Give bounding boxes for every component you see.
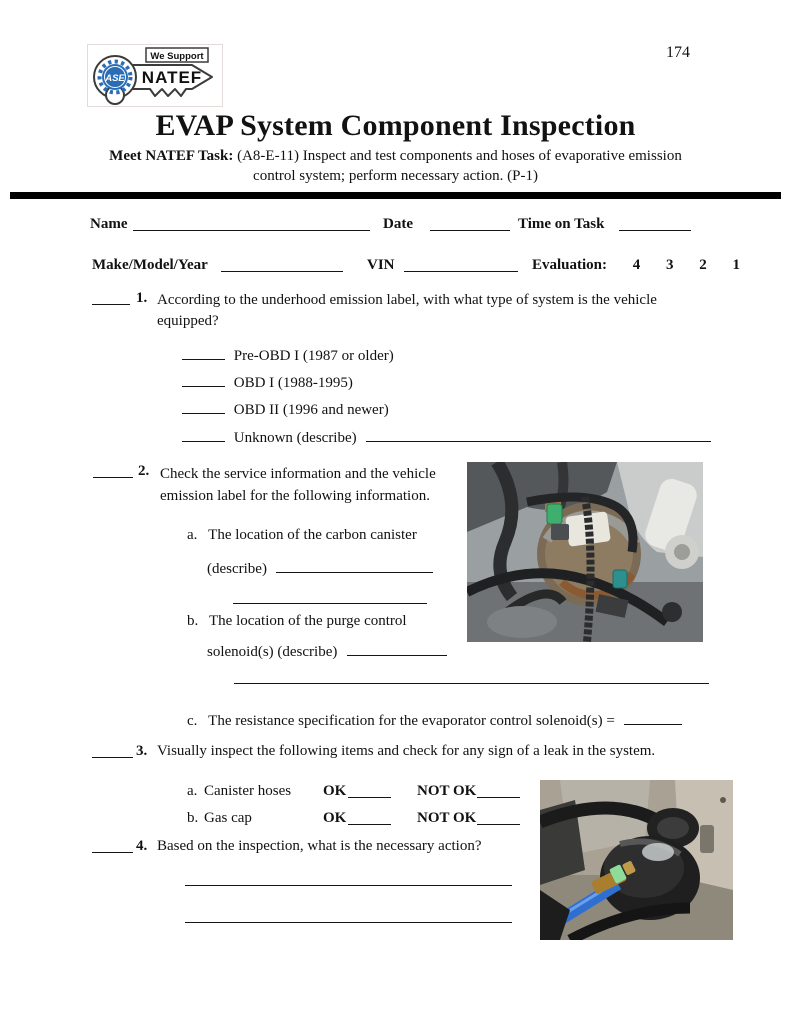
engine-bay-photo-graphic: [467, 462, 703, 642]
q2c-row: [187, 710, 682, 730]
q4-number: 4.: [136, 838, 148, 854]
fuel-filler-photo: [540, 780, 733, 940]
q2b-continuation-blank: [234, 669, 709, 684]
evaluation-group: [532, 257, 740, 274]
q2b-text-line2: solenoid(s) (describe): [207, 644, 338, 660]
q2b-label: b.: [187, 613, 199, 629]
q4-answer-line-1: [185, 871, 512, 891]
q2-text-line2: emission label for the following information.: [160, 488, 430, 504]
q2a-row: [187, 527, 417, 544]
q1-answer-blank: [92, 290, 130, 305]
evaluation-label: Evaluation:: [532, 257, 608, 273]
q2b-text-line1: The location of the purge control: [209, 613, 407, 629]
q2a-continuation-blank: [233, 589, 427, 604]
q1-number: 1.: [136, 290, 148, 306]
q1-option3-blank: [182, 399, 225, 414]
q3b-notok-label: NOT OK: [417, 810, 477, 826]
q2b-continuation-row: [234, 669, 709, 689]
q1-option-row-1: [182, 345, 394, 365]
q3a-label: a.: [187, 783, 198, 799]
q4-answer-blank-line-1: [185, 871, 512, 886]
natef-task-line2: control system; perform necessary action. (P-1): [253, 168, 538, 184]
q2c-answer-blank: [624, 710, 682, 725]
q4-answer-blank-line-2: [185, 908, 512, 923]
page-number: 174: [666, 44, 690, 61]
q1-option4-describe-blank: [366, 427, 711, 442]
ase-text: ASE: [105, 73, 125, 84]
evaluation-value-1: 1: [732, 257, 741, 273]
q1-text: According to the underhood emission label, with what type of system is the vehicle equipped?: [157, 292, 657, 329]
q2b-row: [187, 613, 407, 630]
q4-answer-line-2: [185, 908, 512, 928]
q3a-notok-label: NOT OK: [417, 783, 477, 799]
q3-number: 3.: [136, 743, 148, 759]
q2a-describe-row: [207, 558, 433, 578]
q1-option-row-2: [182, 372, 353, 392]
task-text-line1: (A8-E-11) Inspect and test components and hoses of evaporative emission: [237, 148, 682, 164]
evaluation-value-4: 4: [632, 257, 641, 273]
q3-text: Visually inspect the following items and check for any sign of a leak in the system.: [157, 743, 656, 759]
name-blank-line: [133, 216, 370, 231]
natef-logo: [87, 44, 223, 107]
q1-option-row-3: [182, 399, 389, 419]
q3a-ok-blank: [348, 783, 391, 798]
q1-option1-blank: [182, 345, 225, 360]
q2-answer-blank: [93, 463, 133, 478]
date-label: Date: [383, 216, 413, 232]
q1-option-row-4: [182, 427, 711, 447]
page-title: EVAP System Component Inspection: [155, 109, 636, 142]
name-label: Name: [90, 216, 128, 232]
q1-option3-label: OBD II (1996 and newer): [233, 402, 389, 418]
make-model-year-label: Make/Model/Year: [92, 257, 208, 273]
q2b-row2: [207, 641, 447, 661]
q2-text: [160, 463, 460, 507]
q3b-notok-blank: [477, 810, 520, 825]
divider-rule: [10, 192, 781, 199]
q4-text: Based on the inspection, what is the necessary action?: [157, 838, 482, 854]
q4-answer-blank: [92, 838, 133, 853]
q1-option2-blank: [182, 372, 225, 387]
q2a-describe-label: (describe): [207, 561, 267, 577]
vin-label: VIN: [367, 257, 395, 273]
q2a-text: The location of the carbon canister: [208, 527, 417, 543]
q3b-name: Gas cap: [204, 810, 252, 826]
q1-option2-label: OBD I (1988-1995): [233, 375, 353, 391]
time-on-task-label: Time on Task: [518, 216, 605, 232]
q2c-text: The resistance specification for the evaporator control solenoid(s) =: [208, 713, 615, 729]
q2-number: 2.: [138, 463, 150, 479]
q2a-label: a.: [187, 527, 198, 543]
q3a-ok-label: OK: [323, 783, 347, 799]
vin-blank-line: [404, 257, 518, 272]
q2b-describe-blank: [347, 641, 447, 656]
q2a-continuation-row: [233, 589, 427, 609]
natef-wordmark: NATEF: [141, 68, 203, 87]
engine-bay-photo: [467, 462, 703, 642]
q1-option1-label: Pre-OBD I (1987 or older): [233, 348, 394, 364]
natef-task-line1: [0, 148, 791, 165]
q2-text-line1: Check the service information and the vehicle: [160, 466, 436, 482]
date-blank-line: [430, 216, 510, 231]
evaluation-value-3: 3: [666, 257, 674, 273]
q2a-describe-blank: [276, 558, 433, 573]
q2c-label: c.: [187, 713, 198, 729]
we-support-text: We Support: [150, 51, 204, 62]
q3b-ok-blank: [348, 810, 391, 825]
q3b-ok-label: OK: [323, 810, 347, 826]
q1-option4-blank: [182, 427, 225, 442]
task-label: Meet NATEF Task:: [109, 148, 234, 164]
make-model-year-blank-line: [221, 257, 343, 272]
q3a-notok-blank: [477, 783, 520, 798]
q3-answer-blank: [92, 743, 133, 758]
time-on-task-blank-line: [619, 216, 691, 231]
evaluation-value-2: 2: [699, 257, 707, 273]
q1-option4-label: Unknown (describe): [233, 430, 357, 446]
natef-key-logo-graphic: [88, 45, 222, 106]
q3a-name: Canister hoses: [204, 783, 292, 799]
fuel-filler-photo-graphic: [540, 780, 733, 940]
q3b-label: b.: [187, 810, 199, 826]
